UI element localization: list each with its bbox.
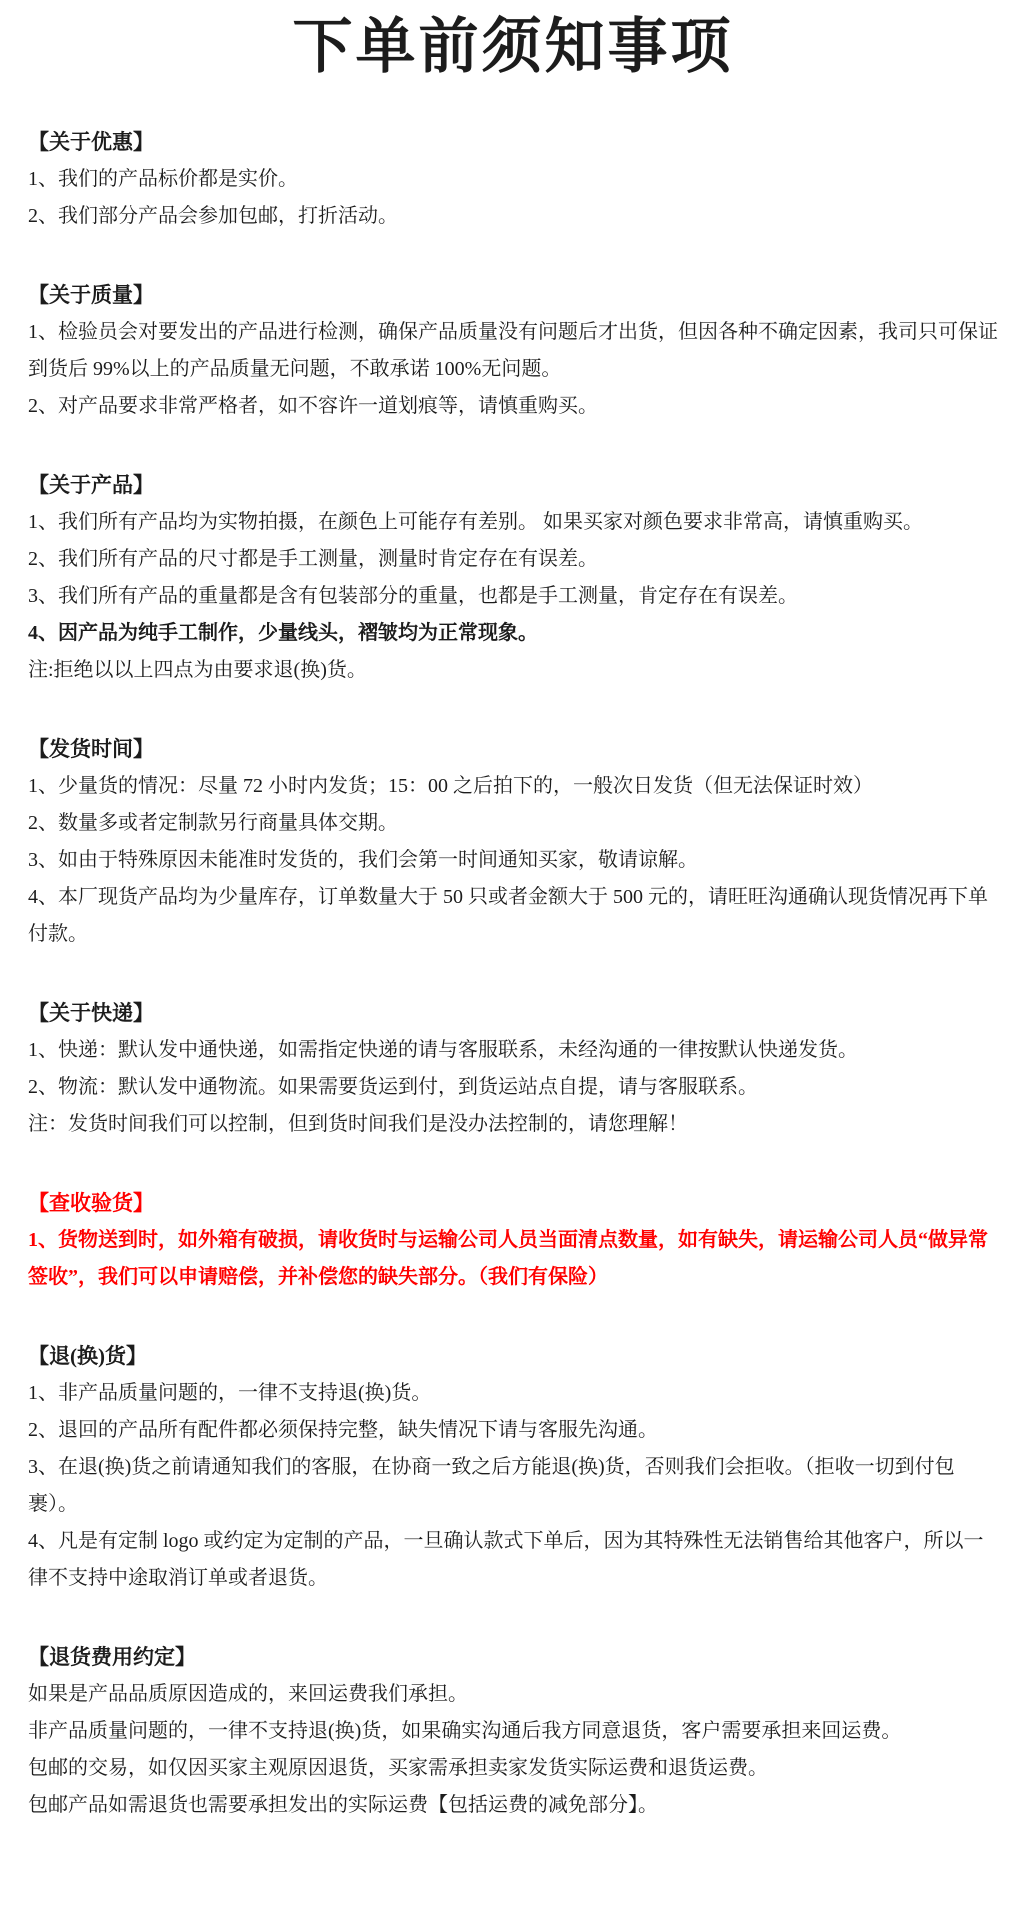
notice-line: 1、非产品质量问题的，一律不支持退(换)货。 [28,1382,432,1404]
notice-line: 1、检验员会对要发出的产品进行检测，确保产品质量没有问题后才出货，但因各种不确定因素，我司只可保证到货后 99%以上的产品质量无问题，不敢承诺 100%无问题。 [28,321,998,380]
notice-line: 2、我们所有产品的尺寸都是手工测量，测量时肯定存在有误差。 [28,548,598,570]
notice-line-note: 注：发货时间我们可以控制，但到货时间我们是没办法控制的，请您理解！ [28,1113,688,1135]
notice-line-emphasized: 4、因产品为纯手工制作，少量线头，褶皱均为正常现象。 [28,622,538,644]
section-about-courier [28,995,998,1143]
section-header-shipping-time: 【发货时间】 [28,737,154,761]
notice-line: 1、我们的产品标价都是实价。 [28,168,298,190]
notice-line: 2、我们部分产品会参加包邮，打折活动。 [28,205,398,227]
order-notice-document [28,14,998,1824]
section-header-inspect-goods: 【查收验货】 [28,1191,154,1215]
notice-line: 1、我们所有产品均为实物拍摄，在颜色上可能存有差别。 如果买家对颜色要求非常高，请慎重购买。 [28,511,923,533]
notice-line: 2、对产品要求非常严格者，如不容许一道划痕等，请慎重购买。 [28,395,598,417]
section-about-quality [28,277,998,425]
notice-line: 3、如由于特殊原因未能准时发货的，我们会第一时间通知买家，敬请谅解。 [28,849,698,871]
section-return-exchange [28,1338,998,1597]
notice-line: 2、退回的产品所有配件都必须保持完整，缺失情况下请与客服先沟通。 [28,1419,658,1441]
section-header-return-fee: 【退货费用约定】 [28,1645,196,1669]
notice-line-alert: 1、货物送到时，如外箱有破损，请收货时与运输公司人员当面清点数量，如有缺失，请运输公司人员“做异常签收”，我们可以申请赔偿，并补偿您的缺失部分。（我们有保险） [28,1229,988,1288]
notice-line: 非产品质量问题的，一律不支持退(换)货，如果确实沟通后我方同意退货，客户需要承担来回运费。 [28,1720,902,1742]
section-header-discount: 【关于优惠】 [28,130,154,154]
page-title: 下单前须知事项 [292,14,734,80]
section-header-return-exchange: 【退(换)货】 [28,1344,147,1368]
notice-line: 如果是产品品质原因造成的，来回运费我们承担。 [28,1683,468,1705]
notice-line: 1、少量货的情况：尽量 72 小时内发货；15：00 之后拍下的，一般次日发货（但无法保证时效） [28,775,873,797]
notice-line: 1、快递：默认发中通快递，如需指定快递的请与客服联系，未经沟通的一律按默认快递发货。 [28,1039,858,1061]
section-header-product: 【关于产品】 [28,473,154,497]
notice-line: 包邮的交易，如仅因买家主观原因退货，买家需承担卖家发货实际运费和退货运费。 [28,1757,768,1779]
section-return-fee [28,1639,998,1824]
notice-line-note: 注:拒绝以以上四点为由要求退(换)货。 [28,659,367,681]
section-shipping-time [28,731,998,953]
notice-line: 包邮产品如需退货也需要承担发出的实际运费【包括运费的减免部分】。 [28,1794,658,1816]
notice-line: 2、数量多或者定制款另行商量具体交期。 [28,812,398,834]
section-header-quality: 【关于质量】 [28,283,154,307]
section-about-product [28,467,998,689]
notice-line: 4、凡是有定制 logo 或约定为定制的产品，一旦确认款式下单后，因为其特殊性无法销售给其他客户，所以一律不支持中途取消订单或者退货。 [28,1530,984,1589]
notice-line: 3、我们所有产品的重量都是含有包装部分的重量，也都是手工测量，肯定存在有误差。 [28,585,798,607]
section-inspect-goods [28,1185,998,1296]
section-about-discount [28,124,998,235]
section-header-courier: 【关于快递】 [28,1001,154,1025]
notice-line: 3、在退(换)货之前请通知我们的客服，在协商一致之后方能退(换)货，否则我们会拒收。（拒收一切到付包裹）。 [28,1456,955,1515]
notice-line: 2、物流：默认发中通物流。如果需要货运到付，到货运站点自提，请与客服联系。 [28,1076,758,1098]
notice-line: 4、本厂现货产品均为少量库存，订单数量大于 50 只或者金额大于 500 元的，请旺旺沟通确认现货情况再下单付款。 [28,886,988,945]
